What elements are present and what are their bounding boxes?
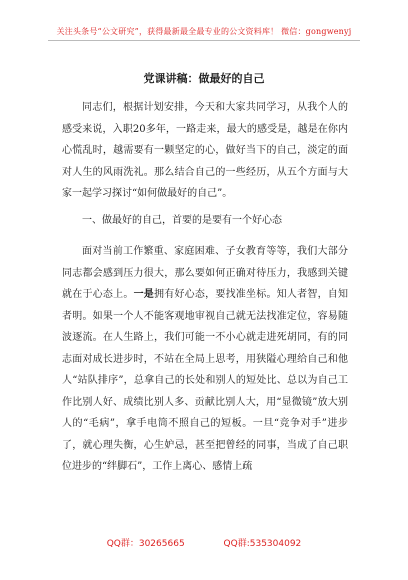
footer-contacts xyxy=(0,536,408,549)
header-divider xyxy=(48,40,360,41)
header-notice: 关注头条号“公文研究”，获得最新最全最专业的公文资料库！ 微信：gongwenyj xyxy=(56,27,352,36)
document-title: 党课讲稿：做最好的自己 xyxy=(143,72,265,85)
paragraph-text: 面对当前工作繁重、家庭困难、子女教育等等，我们大部分同志都会感到压力很大，那么要如何正确对待压力，我感到关键就在于心态上。 xyxy=(62,246,348,300)
document-body xyxy=(62,97,348,478)
paragraph-attitude xyxy=(62,241,348,478)
emphasis-text: 一是 xyxy=(133,289,155,300)
qq-group-1: QQ群：30265665 xyxy=(106,539,185,549)
paragraph-text: 拥有好心态，要找准坐标。知人者智，自知者明。如果一个人不能客观地审视自己就无法找准定位，容易随波逐流。在人生路上，我们可能一不小心就走进死胡同，有的同志面对成长进步时，不站在全局上思考，用狭隘心理给自己和他人“站队排序”，总拿自己的长处和别人的短处比、总以为自己工作比别人好、成绩比别人多、贡献比别人大，用“显微镜”放大别人的“毛病”，拿手电筒不照自己的短板。一旦“竞争对手”进步了，就心理失衡，心生妒忌，甚至把曾经的同事，当成了自己职位进步的“绊脚石”，工作上离心、感情上疏 xyxy=(62,289,349,472)
section-heading: 一、做最好的自己，首要的是要有一个好心态 xyxy=(82,214,282,226)
paragraph-intro: 同志们，根据计划安排，今天和大家共同学习，从我个人的感受来说，入职20多年，一路走来，最大的感受是，越是在你内心慌乱时，越需要有一颗坚定的心，做好当下的自己，淡定的面对人生的风雨洗礼。那么结合自己的一些经历，从五个方面与大家一起学习探讨“如何做最好的自己”。 xyxy=(62,102,348,199)
qq-group-2: QQ群:535304092 xyxy=(223,539,302,549)
